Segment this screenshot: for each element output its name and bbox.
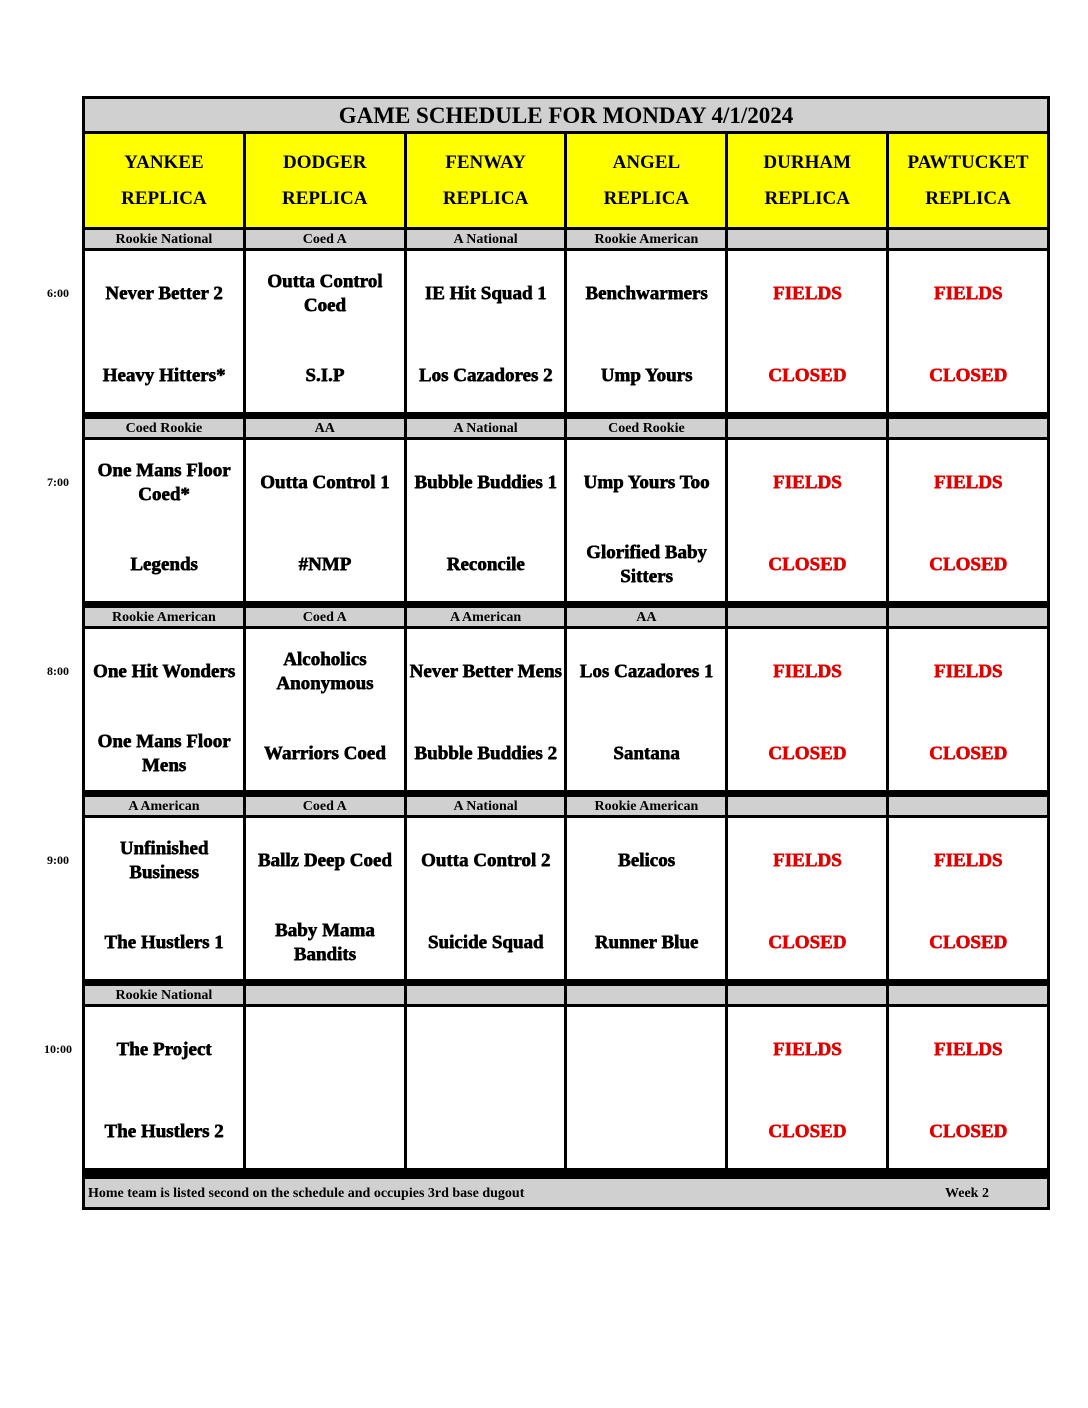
time-label: 7:00	[47, 475, 69, 489]
closed-label: CLOSED	[768, 554, 847, 575]
closed-label: CLOSED	[928, 1121, 1008, 1142]
game-cell	[889, 818, 1047, 979]
fields-closed-label: FIELDS	[772, 283, 842, 304]
fields-closed-label: FIELDS	[772, 850, 842, 871]
footer-bar	[85, 1179, 1047, 1207]
game-cell	[567, 629, 725, 790]
division-label: Rookie American	[85, 608, 243, 626]
game-cell	[407, 818, 565, 979]
field-name: DURHAM	[763, 151, 852, 173]
closed-label: CLOSED	[928, 554, 1008, 575]
home-team: Baby Mama Bandits	[274, 920, 375, 965]
division-label: Coed Rookie	[567, 419, 725, 437]
field-name: YANKEE	[124, 151, 204, 173]
fields-closed-label: FIELDS	[772, 1039, 842, 1060]
division-label	[728, 986, 886, 1004]
division-label: A American	[407, 608, 565, 626]
away-team: Outta Control 1	[260, 472, 390, 493]
game-cell	[85, 440, 243, 601]
away-team	[248, 1020, 402, 1080]
division-label	[567, 986, 725, 1004]
closed-label: CLOSED	[768, 1121, 847, 1142]
game-cell	[246, 629, 404, 790]
away-team: Unfinished Business	[119, 838, 209, 883]
field-name: ANGEL	[612, 151, 681, 173]
fields-closed-label: FIELDS	[772, 472, 842, 493]
division-label: Rookie American	[567, 230, 725, 248]
time-label: 6:00	[47, 286, 69, 300]
game-cell	[407, 1007, 565, 1168]
closed-label: CLOSED	[928, 743, 1008, 764]
home-team: Legends	[130, 554, 198, 575]
division-label	[889, 608, 1047, 626]
home-team: Reconcile	[446, 554, 525, 575]
division-label: Rookie National	[85, 230, 243, 248]
field-header-row	[85, 134, 1047, 227]
away-team	[569, 1020, 723, 1080]
week-label: Week 2	[945, 1186, 989, 1201]
closed-label: CLOSED	[768, 743, 847, 764]
page-title: GAME SCHEDULE FOR MONDAY 4/1/2024	[85, 99, 1047, 131]
field-subtitle: REPLICA	[925, 187, 1011, 209]
field-name: DODGER	[283, 151, 367, 173]
field-header	[567, 134, 725, 227]
division-row	[85, 230, 1047, 248]
field-subtitle: REPLICA	[764, 187, 850, 209]
division-label: Coed A	[246, 797, 404, 815]
division-label: Coed A	[246, 608, 404, 626]
away-team: Benchwarmers	[585, 283, 708, 304]
fields-closed-label: FIELDS	[933, 1039, 1003, 1060]
division-label: Coed A	[246, 230, 404, 248]
home-team: Los Cazadores 2	[418, 365, 553, 386]
game-cell	[567, 818, 725, 979]
division-label: A American	[85, 797, 243, 815]
field-header	[246, 134, 404, 227]
game-cell	[407, 629, 565, 790]
game-cell	[85, 251, 243, 412]
division-label	[728, 230, 886, 248]
field-subtitle: REPLICA	[442, 187, 529, 209]
game-cell	[567, 1007, 725, 1168]
closed-label: CLOSED	[928, 932, 1008, 953]
games-row	[85, 440, 1047, 601]
game-cell	[728, 629, 886, 790]
division-label	[728, 608, 886, 626]
game-cell	[246, 1007, 404, 1168]
game-cell	[567, 440, 725, 601]
away-team	[409, 1020, 563, 1080]
home-team: Bubble Buddies 2	[414, 743, 557, 764]
away-team: Bubble Buddies 1	[414, 472, 557, 493]
division-label	[889, 419, 1047, 437]
division-label: A National	[407, 419, 565, 437]
fields-closed-label: FIELDS	[933, 472, 1003, 493]
game-cell	[85, 1007, 243, 1168]
game-cell	[246, 440, 404, 601]
away-team: One Hit Wonders	[92, 661, 235, 682]
schedule-table	[82, 96, 1050, 1210]
time-label: 9:00	[47, 853, 69, 867]
division-label	[728, 419, 886, 437]
game-cell	[246, 251, 404, 412]
division-row	[85, 986, 1047, 1004]
fields-closed-label: FIELDS	[933, 661, 1003, 682]
field-header	[85, 134, 243, 227]
away-team: Los Cazadores 1	[579, 661, 714, 682]
game-cell	[728, 251, 886, 412]
home-team: Santana	[613, 743, 680, 764]
division-label: Coed Rookie	[85, 419, 243, 437]
away-team: Outta Control Coed	[267, 271, 383, 316]
game-cell	[889, 1007, 1047, 1168]
field-header	[407, 134, 565, 227]
time-label: 8:00	[47, 664, 69, 678]
away-team: One Mans Floor Coed*	[97, 460, 231, 505]
division-label: Rookie National	[85, 986, 243, 1004]
away-team: Ballz Deep Coed	[257, 850, 392, 871]
division-label	[407, 986, 565, 1004]
games-row	[85, 1007, 1047, 1168]
closed-label: CLOSED	[928, 365, 1008, 386]
division-label: A National	[407, 230, 565, 248]
division-label	[728, 797, 886, 815]
field-name: PAWTUCKET	[907, 151, 1029, 173]
games-row	[85, 818, 1047, 979]
home-team: One Mans Floor Mens	[97, 731, 231, 776]
division-label	[889, 230, 1047, 248]
closed-label: CLOSED	[768, 932, 847, 953]
division-label: AA	[246, 419, 404, 437]
home-team: The Hustlers 1	[104, 932, 224, 953]
games-row	[85, 629, 1047, 790]
away-team: Belicos	[617, 850, 675, 871]
game-cell	[85, 629, 243, 790]
field-name: FENWAY	[445, 151, 526, 173]
away-team: IE Hit Squad 1	[424, 283, 547, 304]
field-subtitle: REPLICA	[281, 187, 368, 209]
game-cell	[246, 818, 404, 979]
home-team: #NMP	[298, 554, 352, 575]
division-label: A National	[407, 797, 565, 815]
game-cell	[889, 251, 1047, 412]
home-team: Runner Blue	[594, 932, 699, 953]
away-team: Ump Yours Too	[583, 472, 710, 493]
home-team: Suicide Squad	[427, 932, 544, 953]
game-cell	[407, 251, 565, 412]
home-team: S.I.P	[305, 365, 345, 386]
game-cell	[85, 818, 243, 979]
away-team: The Project	[116, 1039, 212, 1060]
division-row	[85, 419, 1047, 437]
home-team-note: Home team is listed second on the schedule and occupies 3rd base dugout	[88, 1186, 525, 1201]
field-subtitle: REPLICA	[603, 187, 690, 209]
division-row	[85, 797, 1047, 815]
game-cell	[567, 251, 725, 412]
game-cell	[728, 440, 886, 601]
division-label	[246, 986, 404, 1004]
away-team: Never Better Mens	[409, 661, 562, 682]
closed-label: CLOSED	[768, 365, 847, 386]
division-label	[889, 986, 1047, 1004]
games-row	[85, 251, 1047, 412]
home-team	[409, 1102, 563, 1162]
away-team: Outta Control 2	[420, 850, 551, 871]
game-cell	[889, 629, 1047, 790]
field-header	[728, 134, 886, 227]
home-team: The Hustlers 2	[104, 1121, 224, 1142]
home-team: Warriors Coed	[263, 743, 386, 764]
home-team: Glorified Baby Sitters	[585, 542, 707, 587]
home-team: Ump Yours	[600, 365, 693, 386]
division-row	[85, 608, 1047, 626]
home-team	[248, 1102, 402, 1162]
away-team: Alcoholics Anonymous	[276, 649, 374, 694]
home-team	[569, 1102, 723, 1162]
fields-closed-label: FIELDS	[772, 661, 842, 682]
home-team: Heavy Hitters*	[102, 365, 226, 386]
fields-closed-label: FIELDS	[933, 850, 1003, 871]
division-label: Rookie American	[567, 797, 725, 815]
time-label: 10:00	[44, 1042, 72, 1056]
game-cell	[728, 818, 886, 979]
game-cell	[407, 440, 565, 601]
game-cell	[728, 1007, 886, 1168]
field-header	[889, 134, 1047, 227]
away-team: Never Better 2	[105, 283, 223, 304]
field-subtitle: REPLICA	[121, 187, 207, 209]
division-label	[889, 797, 1047, 815]
game-cell	[889, 440, 1047, 601]
division-label: AA	[567, 608, 725, 626]
fields-closed-label: FIELDS	[933, 283, 1003, 304]
